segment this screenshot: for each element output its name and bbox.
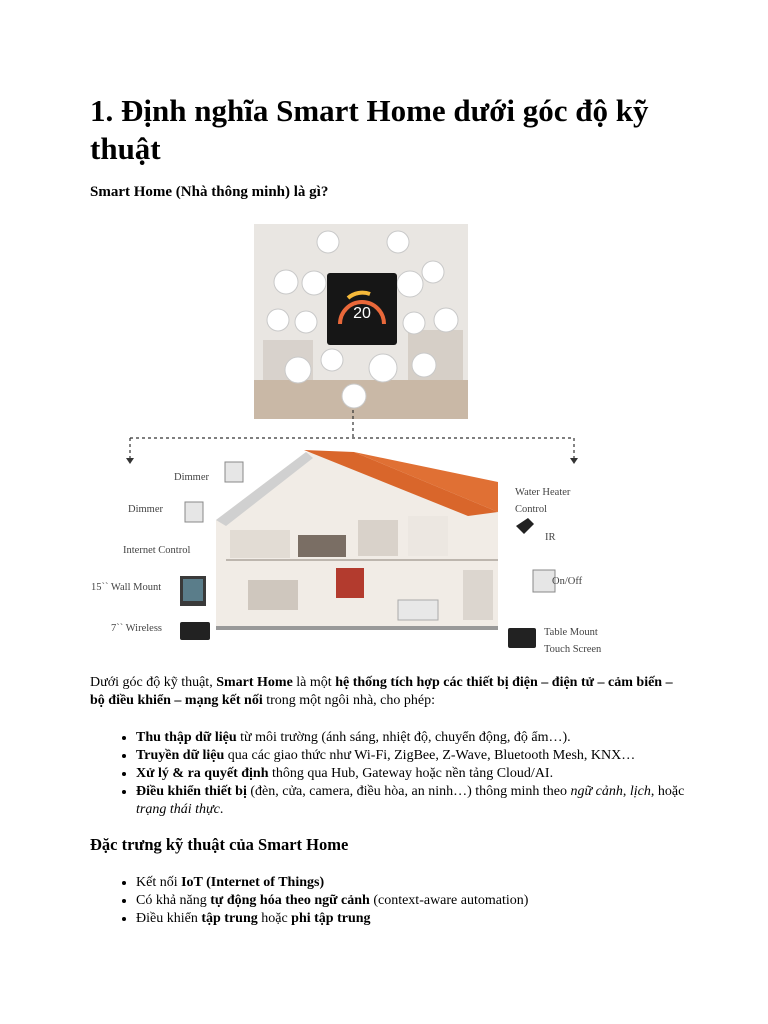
house-cutaway bbox=[216, 450, 498, 630]
list-item: • Có khả năng tự động hóa theo ngữ cảnh (context-aware automation) bbox=[136, 892, 688, 910]
list-item: • Xử lý & ra quyết định thông qua Hub, Gateway hoặc nền tảng Cloud/AI. bbox=[136, 765, 688, 783]
section-subtitle: Smart Home (Nhà thông minh) là gì? bbox=[90, 184, 329, 200]
room-photo bbox=[254, 224, 468, 419]
intro-paragraph: Dưới góc độ kỹ thuật, Smart Home là một hệ thống tích hợp các thiết bị điện – điện tử – cảm biến – bộ điều khiển – mạng kết nối trong một ngôi nhà, cho phép: bbox=[90, 675, 673, 708]
label-wall-mount: 15`` Wall Mount bbox=[91, 582, 162, 593]
label-wireless: 7`` Wireless bbox=[111, 623, 162, 634]
page-title: 1. Định nghĩa Smart Home dưới góc độ kỹ thuật bbox=[90, 93, 649, 166]
list-item: • Thu thập dữ liệu từ môi trường (ánh sáng, nhiệt độ, chuyển động, độ ẩm…). bbox=[136, 729, 688, 747]
thermostat-value: 20 bbox=[353, 305, 371, 322]
list-item: • Truyền dữ liệu qua các giao thức như Wi-Fi, ZigBee, Z-Wave, Bluetooth Mesh, KNX… bbox=[136, 747, 688, 765]
label-on-off: On/Off bbox=[552, 576, 583, 587]
label-dimmer-2: Dimmer bbox=[128, 504, 163, 515]
feature-list bbox=[90, 729, 688, 819]
section-heading: Đặc trưng kỹ thuật của Smart Home bbox=[90, 835, 349, 854]
list-item: • Kết nối IoT (Internet of Things) bbox=[136, 874, 688, 892]
label-water-heater-2: Control bbox=[515, 504, 548, 515]
smart-home-illustration bbox=[91, 220, 618, 660]
list-item: • Điều khiển tập trung hoặc phi tập trung bbox=[136, 910, 688, 928]
label-ir: IR bbox=[545, 532, 556, 543]
label-dimmer-1: Dimmer bbox=[174, 472, 209, 483]
list-item: • Điều khiển thiết bị (đèn, cửa, camera, điều hòa, an ninh…) thông minh theo ngữ cảnh, lịch, hoặc trạng thái thực. bbox=[136, 783, 688, 819]
trait-list bbox=[90, 874, 688, 928]
smart-home-diagram bbox=[91, 220, 618, 660]
label-water-heater-1: Water Heater bbox=[515, 487, 571, 498]
label-table-mount-1: Table Mount bbox=[544, 627, 598, 638]
label-internet-control: Internet Control bbox=[123, 545, 191, 556]
label-table-mount-2: Touch Screen bbox=[544, 644, 602, 655]
